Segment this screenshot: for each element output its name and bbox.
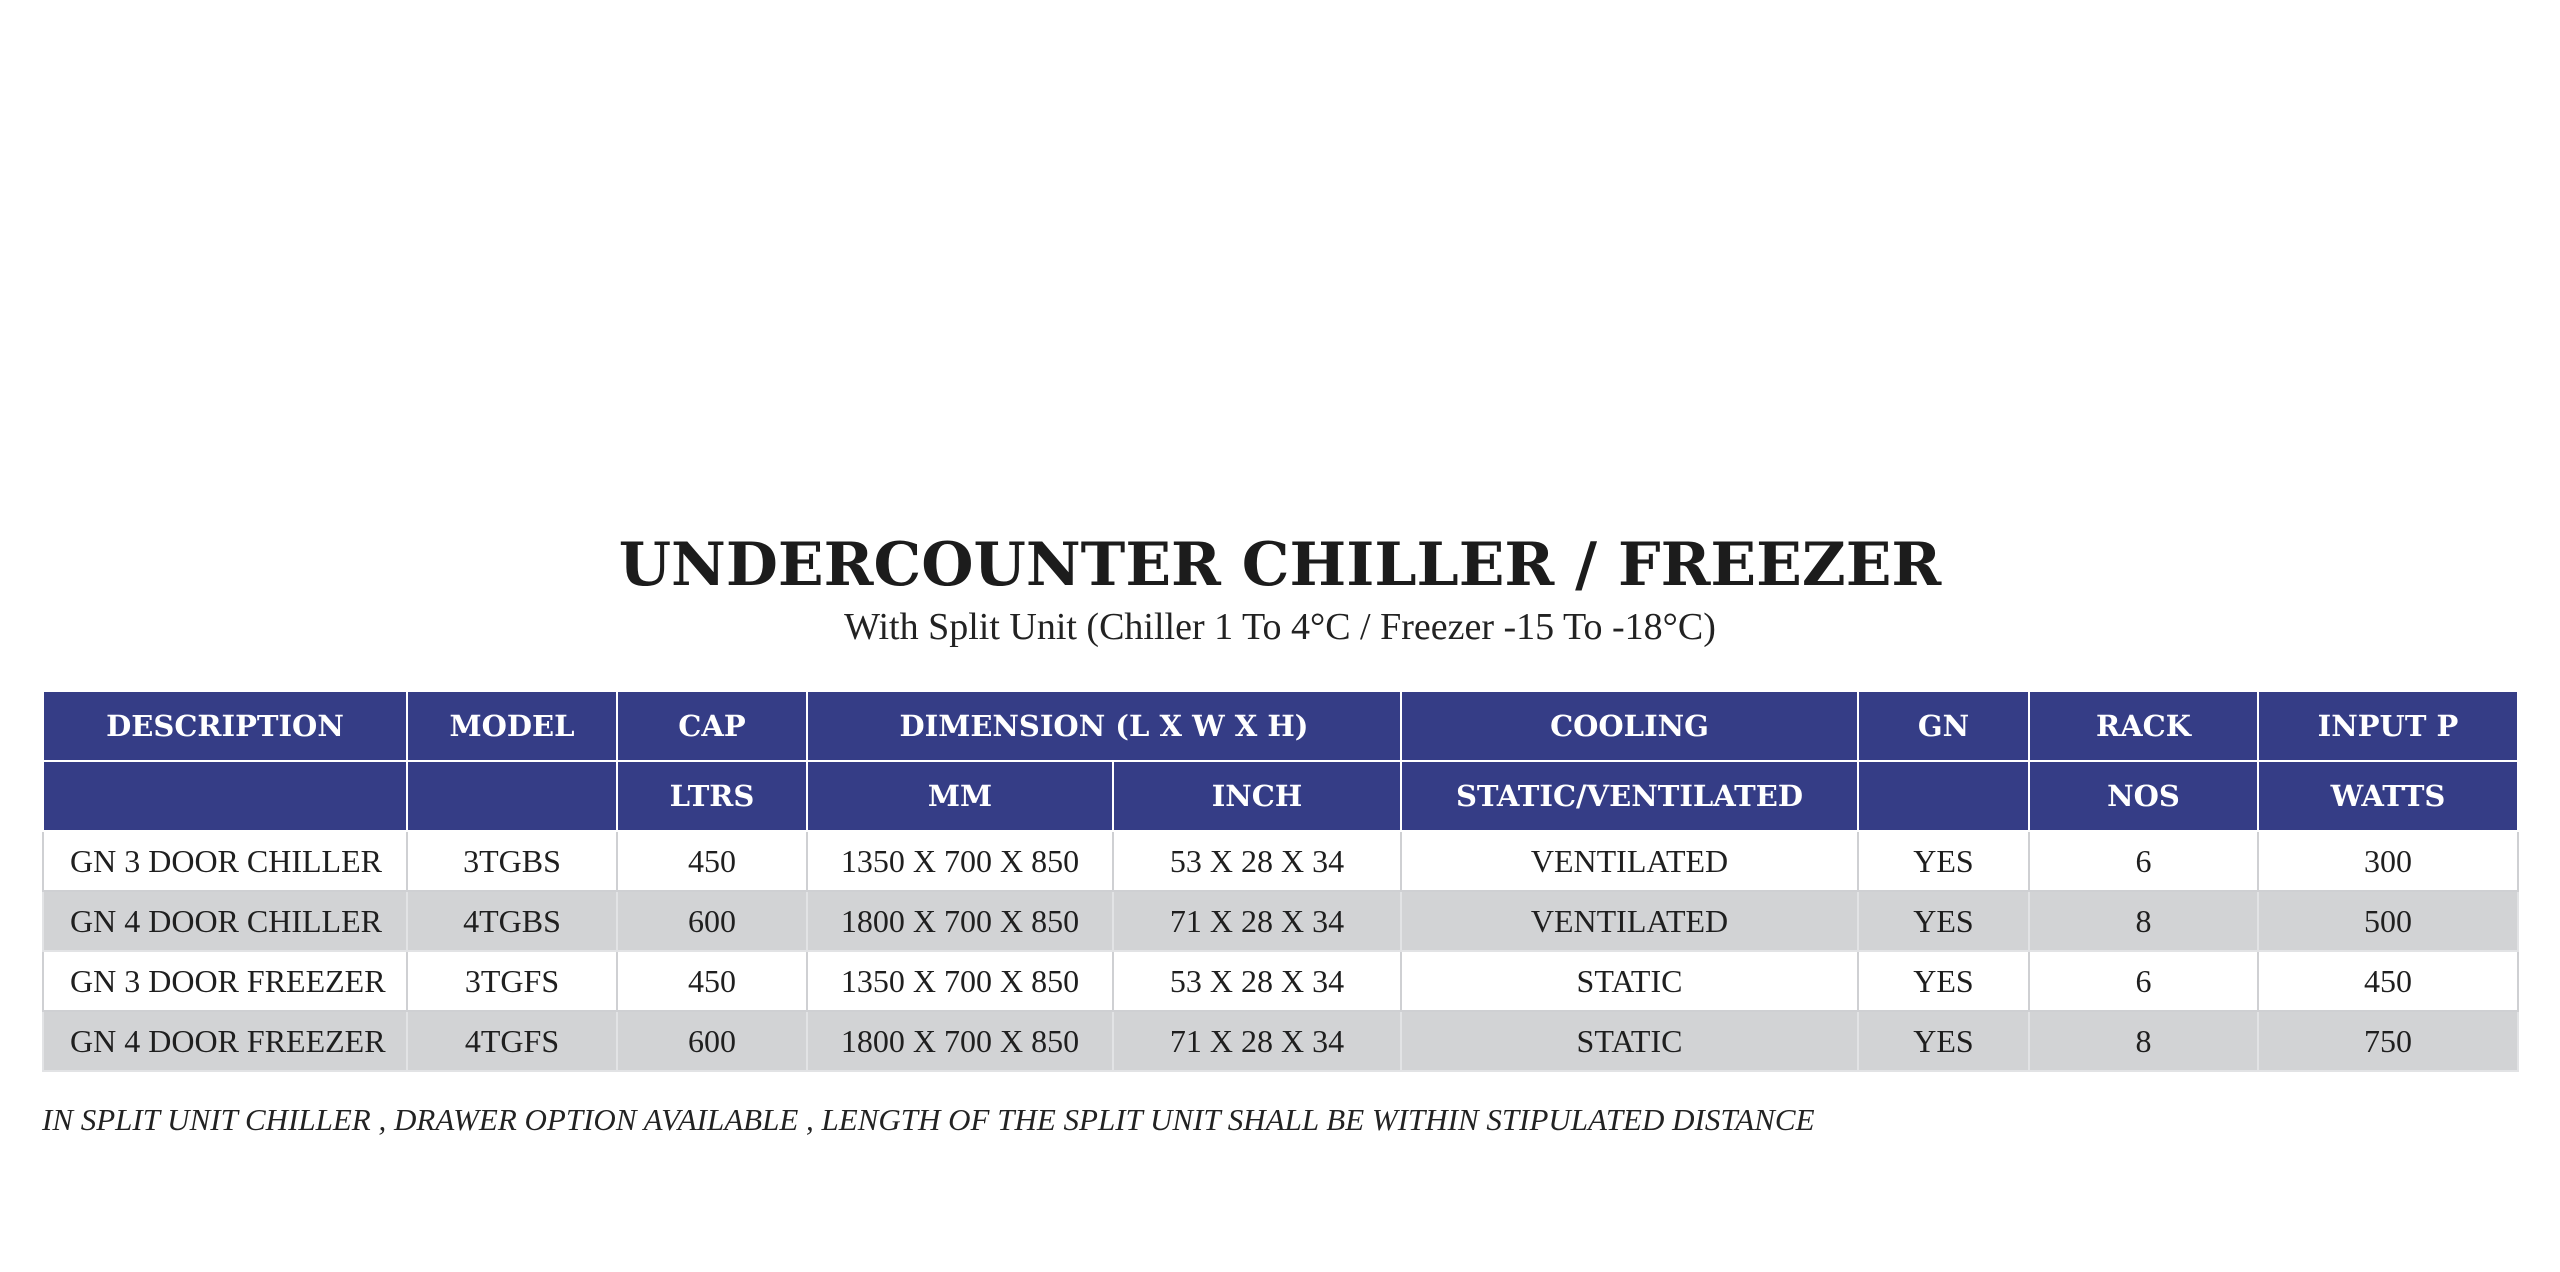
footnote: IN SPLIT UNIT CHILLER , DRAWER OPTION AVAILABLE , LENGTH OF THE SPLIT UNIT SHALL BE WITHIN STIPULATED DISTANCE xyxy=(42,1102,1815,1137)
cell-watts: 450 xyxy=(2258,951,2518,1011)
cell-mm: 1800 X 700 X 850 xyxy=(807,891,1113,951)
table-header xyxy=(43,691,2518,831)
header-input: INPUT P xyxy=(2258,691,2518,761)
cell-inch: 71 X 28 X 34 xyxy=(1113,1011,1401,1071)
header-cap: CAP xyxy=(617,691,807,761)
cell-rack: 8 xyxy=(2029,1011,2258,1071)
cell-model: 3TGBS xyxy=(407,831,617,891)
cell-mm: 1350 X 700 X 850 xyxy=(807,951,1113,1011)
cell-inch: 71 X 28 X 34 xyxy=(1113,891,1401,951)
cell-watts: 300 xyxy=(2258,831,2518,891)
cell-description: GN 3 DOOR FREEZER xyxy=(43,951,407,1011)
cell-watts: 750 xyxy=(2258,1011,2518,1071)
cell-cooling: STATIC xyxy=(1401,951,1858,1011)
cell-cap: 450 xyxy=(617,951,807,1011)
table-row xyxy=(43,831,2518,891)
cell-watts: 500 xyxy=(2258,891,2518,951)
header-gn: GN xyxy=(1858,691,2029,761)
table-row xyxy=(43,1011,2518,1071)
table-body xyxy=(43,831,2518,1071)
cell-description: GN 4 DOOR FREEZER xyxy=(43,1011,407,1071)
cell-inch: 53 X 28 X 34 xyxy=(1113,951,1401,1011)
cell-cap: 450 xyxy=(617,831,807,891)
cell-cooling: STATIC xyxy=(1401,1011,1858,1071)
cell-description: GN 4 DOOR CHILLER xyxy=(43,891,407,951)
header-input-unit: WATTS xyxy=(2258,761,2518,831)
cell-rack: 8 xyxy=(2029,891,2258,951)
header-model: MODEL xyxy=(407,691,617,761)
header-description: DESCRIPTION xyxy=(43,691,407,761)
cell-gn: YES xyxy=(1858,951,2029,1011)
cell-mm: 1800 X 700 X 850 xyxy=(807,1011,1113,1071)
cell-gn: YES xyxy=(1858,1011,2029,1071)
header-cooling: COOLING xyxy=(1401,691,1858,761)
header-model-unit xyxy=(407,761,617,831)
cell-cap: 600 xyxy=(617,891,807,951)
spec-table xyxy=(42,690,2519,1072)
header-cooling-unit: STATIC/VENTILATED xyxy=(1401,761,1858,831)
cell-rack: 6 xyxy=(2029,831,2258,891)
cell-description: GN 3 DOOR CHILLER xyxy=(43,831,407,891)
cell-cooling: VENTILATED xyxy=(1401,831,1858,891)
header-description-unit xyxy=(43,761,407,831)
header-row-primary xyxy=(43,691,2518,761)
cell-model: 4TGBS xyxy=(407,891,617,951)
cell-inch: 53 X 28 X 34 xyxy=(1113,831,1401,891)
page-subtitle: With Split Unit (Chiller 1 To 4°C / Freezer -15 To -18°C) xyxy=(844,606,1716,648)
cell-rack: 6 xyxy=(2029,951,2258,1011)
header-rack: RACK xyxy=(2029,691,2258,761)
header-cap-unit: LTRS xyxy=(617,761,807,831)
header-mm: MM xyxy=(807,761,1113,831)
header-gn-unit xyxy=(1858,761,2029,831)
cell-model: 4TGFS xyxy=(407,1011,617,1071)
header-inch: INCH xyxy=(1113,761,1401,831)
cell-gn: YES xyxy=(1858,831,2029,891)
header-rack-unit: NOS xyxy=(2029,761,2258,831)
cell-mm: 1350 X 700 X 850 xyxy=(807,831,1113,891)
page-title: UNDERCOUNTER CHILLER / FREEZER xyxy=(618,530,1942,600)
header-dimension: DIMENSION (L X W X H) xyxy=(807,691,1401,761)
cell-cooling: VENTILATED xyxy=(1401,891,1858,951)
header-row-units xyxy=(43,761,2518,831)
cell-cap: 600 xyxy=(617,1011,807,1071)
cell-model: 3TGFS xyxy=(407,951,617,1011)
table-row xyxy=(43,891,2518,951)
table-row xyxy=(43,951,2518,1011)
cell-gn: YES xyxy=(1858,891,2029,951)
